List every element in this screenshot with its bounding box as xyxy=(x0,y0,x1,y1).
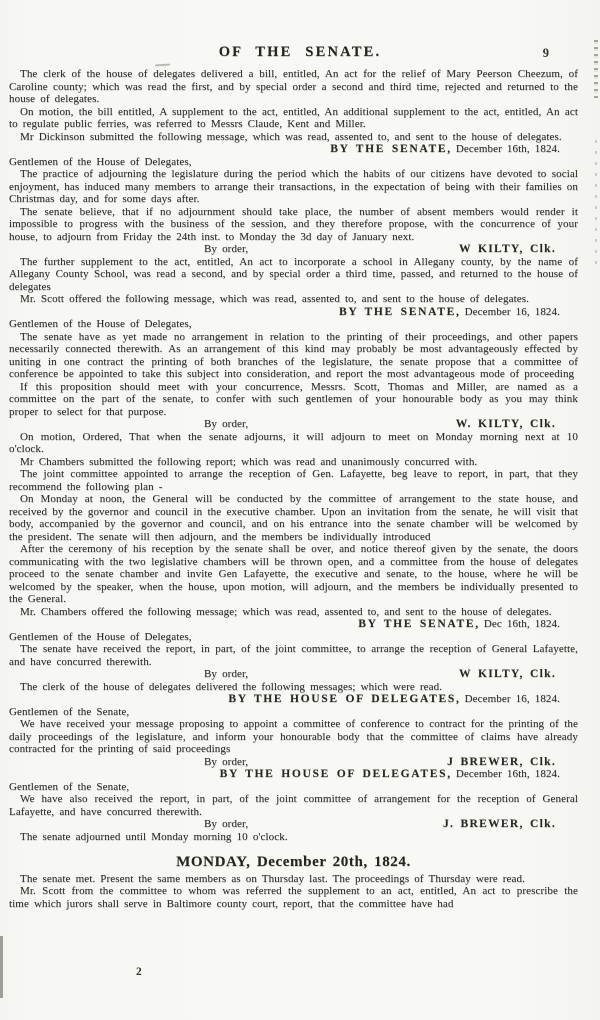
by-order-line xyxy=(9,418,578,431)
session-heading: MONDAY, December 20th, 1824. xyxy=(176,854,411,870)
paragraph: The senate have received the report, in part, of the joint committee, to arrange the reception of General Lafayette, and have concurred therewith. xyxy=(9,643,578,668)
paragraph: The senate met. Present the same members as on Thursday last. The proceedings of Thursday were read. xyxy=(20,872,525,885)
salutation: Gentlemen of the House of Delegates, xyxy=(9,630,192,643)
paragraph: Mr Chambers submitted the following report; which was read and unanimously concurred with. xyxy=(20,455,478,468)
by-order-line xyxy=(9,668,578,681)
dateline-source: BY THE SENATE, xyxy=(330,143,452,155)
paragraph: The clerk of the house of delegates delivered a bill, entitled, An act for the relief of Mary Peerson Cheezum, of Caroline county; which was read the first, and by special order a second and third time, rejected and returned to the house of delegates. xyxy=(9,68,578,105)
salutation: Gentlemen of the House of Delegates, xyxy=(9,155,192,168)
running-title: OF THE SENATE. xyxy=(218,44,382,60)
paragraph: The senate adjourned until Monday morning 10 o'clock. xyxy=(20,830,288,843)
dateline xyxy=(9,693,578,706)
paragraph: Mr. Scott from the committee to whom was referred the supplement to an act, entitled, An act to prescribe the time which jurors shall serve in Baltimore county court, report, that the committee have had xyxy=(9,885,578,910)
by-order-line xyxy=(9,818,578,831)
clerk-signature: J. BREWER, Clk. xyxy=(442,818,556,830)
dateline-date: December 16, 1824. xyxy=(464,305,560,318)
scan-artifact xyxy=(0,936,3,998)
dateline-date: December 16, 1824. xyxy=(464,693,560,705)
paragraph: If this proposition should meet with your concurrence, Messrs. Scott, Thomas and Miller, are named as a committee on the part of the senate, to confer with such gentlemen of your honourable body as you may think proper to select for that purpose. xyxy=(9,380,578,418)
paragraph: We have received your message proposing to appoint a committee of conference to contract for the printing of the daily proceedings of the legislature, and inform your honourable body that the committee of claims have already contracted for the printing of said proceedings xyxy=(9,718,578,755)
by-order-label: By order, xyxy=(204,418,249,430)
document-body xyxy=(0,61,600,910)
paragraph: On motion, the bill entitled, A supplement to the act, entitled, An additional supplement to the act, entitled, An act to regulate public ferries, was referred to Messrs Claude, Kent and Miller. xyxy=(9,105,578,130)
dateline-source: BY THE SENATE, xyxy=(338,305,461,318)
signature-mark: 2 xyxy=(136,966,142,978)
paragraph: The joint committee appointed to arrange the reception of Gen. Lafayette, beg leave to report, in part, that they recommend the following plan - xyxy=(9,468,578,493)
paragraph: The senate believe, that if no adjournment should take place, the number of absent members would render it impossible to progress with the business of the session, and they therefore propose, with the concurrence of your house, to adjourn from Friday the 24th inst. to Monday the 3d day of January next. xyxy=(9,205,578,243)
salutation: Gentlemen of the Senate, xyxy=(9,780,130,793)
salutation: Gentlemen of the House of Delegates, xyxy=(9,318,192,330)
salutation: Gentlemen of the Senate, xyxy=(9,705,130,718)
paragraph: The further supplement to the act, entitled, An act to incorporate a school in Allegany county, by the name of Allegany County School, was read a second, and by special order a third time, passed, and returned to the house of delegates xyxy=(9,255,578,293)
clerk-signature: W. KILTY, Clk. xyxy=(455,418,556,430)
paragraph: After the ceremony of his reception by the senate shall be over, and notice thereof given by the senate, the doors communicating with the two legislative chambers will be thrown open, and a committee from the house of delegates proceed to the senate chamber and invite Gen Lafayette, the executive and senate, to the house, where he will be welcomed by the speaker, when the house, upon motion, will adjourn, and the members be individually presented to the General. xyxy=(9,543,578,605)
paragraph: We have also received the report, in part, of the joint committee of arrangement for the reception of General Lafayette, and have concurred therewith. xyxy=(9,793,578,818)
by-order-label: By order, xyxy=(204,243,249,255)
dateline-date: December 16th, 1824. xyxy=(455,768,560,780)
clerk-signature: J BREWER, Clk. xyxy=(447,755,556,768)
dateline-date: December 16th, 1824. xyxy=(455,143,560,155)
dateline xyxy=(9,306,578,319)
by-order-label: By order, xyxy=(204,818,249,830)
clerk-signature: W KILTY, Clk. xyxy=(459,668,556,680)
masthead xyxy=(0,0,600,61)
dateline-source: BY THE SENATE, xyxy=(358,618,480,630)
paragraph: On motion, Ordered, That when the senate adjourns, it will adjourn to meet on Monday morning next at 10 o'clock. xyxy=(9,430,578,455)
dateline-source: BY THE HOUSE OF DELEGATES, xyxy=(219,768,452,780)
paragraph: The clerk of the house of delegates delivered the following messages; which were read. xyxy=(20,680,443,693)
dateline xyxy=(9,768,578,781)
paragraph: Mr. Chambers offered the following message; which was read, assented to, and sent to the house of delegates. xyxy=(20,605,552,618)
dateline-source: BY THE HOUSE OF DELEGATES, xyxy=(228,693,461,705)
paragraph: The senate have as yet made no arrangement in relation to the printing of their proceedings, and other papers necessarily connected therewith. As an arrangement of this kind may probably be most advantageously effected by uniting in one contract the printing of both branches of the legislature, the senate propose that a committee of conference be appointed to take this subject into consideration, and report the most advantageous mode of proceeding xyxy=(9,330,578,380)
paragraph: Mr Dickinson submitted the following message, which was read, assented to, and sent to the house of delegates. xyxy=(20,130,562,143)
by-order-line xyxy=(9,756,578,769)
page-number: 9 xyxy=(542,46,549,60)
dateline xyxy=(9,143,578,156)
paragraph: The practice of adjourning the legislature during the period which the habits of our citizens have devoted to social enjoyment, has induced many members to arrange their transactions, in the expectation of being with their families on Christmas day, and for some days after. xyxy=(9,168,578,205)
paragraph: Mr. Scott offered the following message, which was read, assented to, and sent to the house of delegates. xyxy=(20,293,529,305)
paragraph: On Monday at noon, the General will be conducted by the committee of arrangement to the state house, and received by the governor and council in the executive chamber. Upon an invitation from the senate, he will visit that body, accompanied by the governor and council, and on his entrance into the senate chamber will be welcomed by the president. The senate will then adjourn, and the members be individually introduced xyxy=(9,493,578,543)
by-order-label: By order, xyxy=(204,755,249,768)
clerk-signature: W KILTY, Clk. xyxy=(459,243,556,255)
dateline xyxy=(9,618,578,631)
by-order-line xyxy=(9,243,578,256)
by-order-label: By order, xyxy=(204,668,249,680)
dateline-date: Dec 16th, 1824. xyxy=(483,618,560,630)
